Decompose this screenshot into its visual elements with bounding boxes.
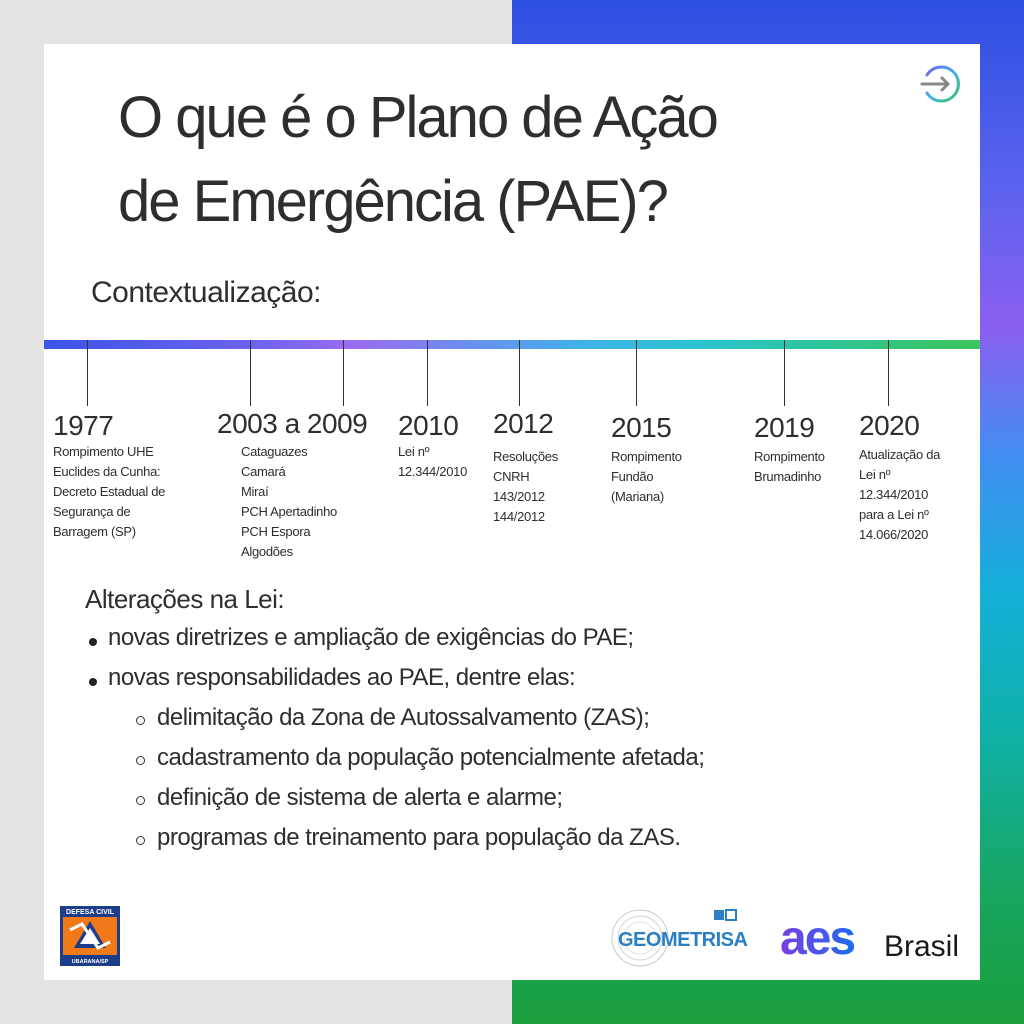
svg-text:UBARANA/SP: UBARANA/SP <box>71 959 109 965</box>
timeline-bar <box>44 340 980 349</box>
timeline-desc-2020: Atualização da Lei nº 12.344/2010 para a Lei nº 14.066/2020 <box>859 447 941 542</box>
timeline-tick <box>87 340 88 406</box>
page-title-line-1: O que é o Plano de Ação <box>118 85 717 150</box>
arrow-right-circle-icon[interactable] <box>918 62 962 106</box>
defesa-civil-logo <box>60 906 120 966</box>
timeline-year-1977: 1977 <box>53 410 114 441</box>
bullet-dot <box>89 678 97 686</box>
timeline-tick <box>784 340 785 406</box>
timeline-desc-2010: Lei nº 12.344/2010 <box>398 444 467 479</box>
timeline-desc-2012: Resoluções CNRH 143/2012 144/2012 <box>493 449 558 524</box>
sub-bullet-dot <box>136 796 145 805</box>
timeline-desc-2015: Rompimento Fundão (Mariana) <box>611 449 682 504</box>
timeline-year-2020: 2020 <box>859 410 920 441</box>
timeline-tick <box>250 340 251 406</box>
aes-brasil-logo <box>780 916 970 966</box>
changes-heading: Alterações na Lei: <box>85 584 285 614</box>
timeline-desc-2003-2009: Cataguazes Camará Miraí PCH Apertadinho PCH Espora Algodões <box>241 444 337 559</box>
svg-text:Brasil: Brasil <box>884 930 960 963</box>
svg-text:GEOMETRISA: GEOMETRISA <box>618 929 748 951</box>
timeline-desc-2019: Rompimento Brumadinho <box>754 449 825 484</box>
timeline-year-2012: 2012 <box>493 408 554 439</box>
timeline-year-2015: 2015 <box>611 412 672 443</box>
geometrisa-logo <box>606 906 756 970</box>
sub-bullet-item: definição de sistema de alerta e alarme; <box>157 784 563 811</box>
sub-bullet-item: cadastramento da população potencialmente afetada; <box>157 744 705 771</box>
content-card <box>44 44 980 980</box>
bullet-item: novas diretrizes e ampliação de exigências do PAE; <box>108 624 634 651</box>
bullet-dot <box>89 638 97 646</box>
timeline-tick <box>519 340 520 406</box>
timeline-year-2010: 2010 <box>398 410 459 441</box>
timeline-tick <box>427 340 428 406</box>
page-title-line-2: de Emergência (PAE)? <box>118 169 667 234</box>
timeline-year-2003-2009: 2003 a 2009 <box>217 408 368 439</box>
timeline-tick <box>888 340 889 406</box>
bullet-item: novas responsabilidades ao PAE, dentre elas: <box>108 664 576 691</box>
svg-text:aes: aes <box>780 916 855 965</box>
svg-text:DEFESA CIVIL: DEFESA CIVIL <box>66 909 114 916</box>
sub-bullet-dot <box>136 716 145 725</box>
section-subtitle: Contextualização: <box>91 276 321 309</box>
sub-bullet-item: delimitação da Zona de Autossalvamento (ZAS); <box>157 704 650 731</box>
timeline-year-2019: 2019 <box>754 412 815 443</box>
timeline-tick <box>343 340 344 406</box>
timeline-desc-1977: Rompimento UHE Euclides da Cunha: Decreto Estadual de Segurança de Barragem (SP) <box>53 444 166 539</box>
sub-bullet-dot <box>136 836 145 845</box>
sub-bullet-dot <box>136 756 145 765</box>
sub-bullet-item: programas de treinamento para população da ZAS. <box>157 824 681 851</box>
timeline-tick <box>636 340 637 406</box>
